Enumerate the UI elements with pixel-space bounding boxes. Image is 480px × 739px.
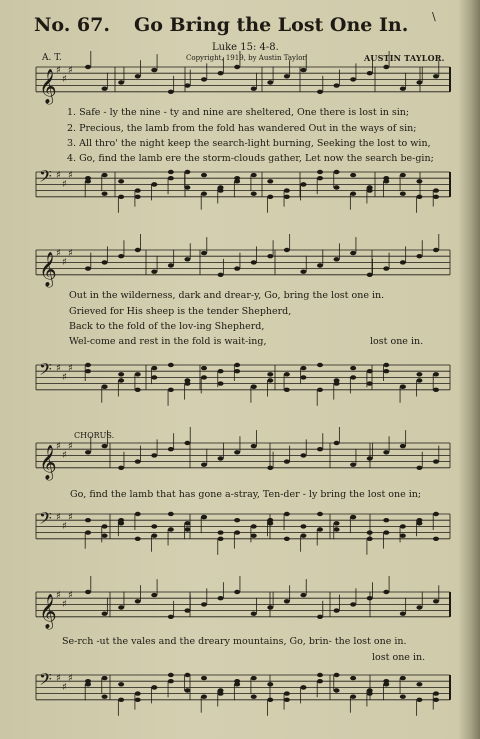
notehead	[251, 524, 257, 528]
sharp-icon: ♯	[62, 74, 67, 85]
notehead	[400, 260, 406, 264]
notehead	[350, 695, 356, 699]
notehead	[367, 530, 373, 534]
notehead	[135, 248, 141, 252]
hymn-number: No. 67.	[34, 14, 110, 36]
notehead	[102, 444, 108, 448]
notehead	[168, 388, 174, 392]
notehead	[350, 173, 356, 177]
notehead	[118, 682, 124, 686]
sharp-icon: ♯	[68, 248, 73, 259]
notehead	[184, 608, 190, 612]
notehead	[201, 251, 207, 255]
notehead	[234, 590, 240, 594]
notehead	[218, 691, 224, 695]
meter-label: A. T.	[42, 53, 62, 63]
notehead	[383, 369, 389, 373]
notehead	[151, 524, 157, 528]
treble-clef-icon: 𝄞	[39, 593, 57, 629]
notehead	[317, 447, 323, 451]
notehead	[102, 534, 108, 538]
notehead	[251, 534, 257, 538]
composer-name: AUSTIN TAYLOR.	[364, 53, 445, 63]
notehead	[367, 537, 373, 541]
notehead	[118, 521, 124, 525]
notehead	[317, 170, 323, 174]
notehead	[135, 537, 141, 541]
notehead	[433, 691, 439, 695]
notehead	[135, 188, 141, 192]
notehead	[85, 530, 91, 534]
sharp-icon: ♯	[56, 248, 61, 259]
notehead	[184, 378, 190, 382]
notehead	[168, 170, 174, 174]
notehead	[400, 676, 406, 680]
notehead	[102, 173, 108, 177]
notehead	[85, 176, 91, 180]
sharp-icon: ♯	[62, 372, 67, 383]
notehead	[317, 615, 323, 619]
notehead	[416, 80, 422, 84]
notehead	[267, 195, 273, 199]
sharp-icon: ♯	[68, 512, 73, 523]
notehead	[184, 441, 190, 445]
notehead	[151, 685, 157, 689]
notehead	[151, 182, 157, 186]
notehead	[102, 695, 108, 699]
notehead	[400, 695, 406, 699]
sharp-icon: ♯	[68, 65, 73, 76]
notehead	[151, 534, 157, 538]
notehead	[135, 691, 141, 695]
notehead	[284, 512, 290, 516]
notehead	[251, 260, 257, 264]
notehead	[400, 612, 406, 616]
notehead	[184, 521, 190, 525]
notehead	[135, 599, 141, 603]
notehead	[300, 524, 306, 528]
notehead	[168, 679, 174, 683]
notehead	[367, 596, 373, 600]
sharp-icon: ♯	[56, 363, 61, 374]
notehead	[334, 688, 340, 692]
notehead	[350, 375, 356, 379]
notehead	[267, 698, 273, 702]
notehead	[201, 515, 207, 519]
notehead	[433, 388, 439, 392]
notehead	[367, 381, 373, 385]
sharp-icon: ♯	[56, 673, 61, 684]
notehead	[151, 270, 157, 274]
chorus-line-1: Go, find the lamb that has gone a-stray, Ten-der - ly bring the lost one in;	[70, 489, 422, 500]
sharp-icon: ♯	[56, 590, 61, 601]
notehead	[234, 518, 240, 522]
notehead	[334, 441, 340, 445]
notehead	[234, 369, 240, 373]
notehead	[400, 173, 406, 177]
notehead	[168, 90, 174, 94]
notehead	[118, 698, 124, 702]
sharp-icon: ♯	[68, 673, 73, 684]
notehead	[433, 188, 439, 192]
notehead	[151, 366, 157, 370]
notehead	[400, 87, 406, 91]
notehead	[251, 87, 257, 91]
bass-clef-icon: 𝄢	[39, 508, 52, 532]
notehead	[184, 83, 190, 87]
notehead	[300, 593, 306, 597]
notehead	[184, 257, 190, 261]
sharp-icon: ♯	[62, 682, 67, 693]
notehead	[416, 682, 422, 686]
notehead	[168, 527, 174, 531]
notehead	[85, 679, 91, 683]
notehead	[234, 450, 240, 454]
notehead	[317, 176, 323, 180]
notehead	[267, 378, 273, 382]
sharp-icon: ♯	[56, 441, 61, 452]
notehead	[350, 463, 356, 467]
notehead	[168, 673, 174, 677]
notehead	[284, 248, 290, 252]
verse-line-2-3: Back to the fold of the lov-ing Shepherd,	[69, 321, 265, 332]
notehead	[433, 74, 439, 78]
notehead	[334, 257, 340, 261]
notehead	[102, 260, 108, 264]
notehead	[416, 179, 422, 183]
treble-clef-icon: 𝄞	[39, 68, 57, 104]
notehead	[85, 450, 91, 454]
notehead	[267, 179, 273, 183]
notehead	[367, 188, 373, 192]
notehead	[218, 596, 224, 600]
notehead	[284, 388, 290, 392]
notehead	[300, 182, 306, 186]
notehead	[135, 372, 141, 376]
notehead	[433, 195, 439, 199]
notehead	[151, 68, 157, 72]
notehead	[433, 698, 439, 702]
notehead	[400, 524, 406, 528]
notehead	[317, 673, 323, 677]
notehead	[300, 453, 306, 457]
notehead	[334, 521, 340, 525]
notehead	[284, 188, 290, 192]
sharp-icon: ♯	[68, 363, 73, 374]
notehead	[317, 679, 323, 683]
notehead	[367, 691, 373, 695]
bass-text-2: lost one in.	[370, 336, 424, 347]
notehead	[433, 599, 439, 603]
scripture-reference: Luke 15: 4-8.	[212, 42, 279, 53]
notehead	[135, 698, 141, 702]
notehead	[218, 530, 224, 534]
notehead	[234, 363, 240, 367]
notehead	[218, 188, 224, 192]
notehead	[284, 372, 290, 376]
notehead	[102, 192, 108, 196]
notehead	[168, 512, 174, 516]
sharp-icon: ♯	[62, 179, 67, 190]
bass-clef-icon: 𝄢	[39, 359, 52, 383]
notehead	[383, 266, 389, 270]
sharp-icon: ♯	[68, 441, 73, 452]
notehead	[102, 385, 108, 389]
notehead	[118, 195, 124, 199]
notehead	[218, 71, 224, 75]
corner-mark: \	[432, 10, 436, 23]
notehead	[118, 372, 124, 376]
notehead	[251, 385, 257, 389]
notehead	[201, 77, 207, 81]
notehead	[317, 90, 323, 94]
notehead	[383, 450, 389, 454]
notehead	[400, 192, 406, 196]
notehead	[383, 176, 389, 180]
notehead	[168, 447, 174, 451]
notehead	[383, 590, 389, 594]
sharp-icon: ♯	[68, 170, 73, 181]
verse-line-1-3: 3. All thro' the night keep the search-light burning, Seeking the lost to win,	[67, 138, 431, 149]
notehead	[251, 444, 257, 448]
notehead	[433, 512, 439, 516]
notehead	[317, 363, 323, 367]
notehead	[234, 530, 240, 534]
notehead	[317, 263, 323, 267]
notehead	[267, 254, 273, 258]
notehead	[300, 366, 306, 370]
notehead	[184, 673, 190, 677]
sharp-icon: ♯	[62, 521, 67, 532]
notehead	[251, 173, 257, 177]
notehead	[383, 518, 389, 522]
notehead	[383, 679, 389, 683]
notehead	[267, 682, 273, 686]
notehead	[416, 372, 422, 376]
notehead	[300, 534, 306, 538]
notehead	[118, 254, 124, 258]
notehead	[184, 185, 190, 189]
notehead	[251, 192, 257, 196]
sharp-icon: ♯	[62, 257, 67, 268]
notehead	[184, 170, 190, 174]
notehead	[184, 688, 190, 692]
notehead	[383, 363, 389, 367]
notehead	[284, 195, 290, 199]
treble-clef-icon: 𝄞	[39, 251, 57, 287]
notehead	[218, 381, 224, 385]
notehead	[234, 266, 240, 270]
notehead	[267, 80, 273, 84]
notehead	[367, 369, 373, 373]
notehead	[267, 605, 273, 609]
notehead	[284, 691, 290, 695]
notehead	[151, 593, 157, 597]
chorus-label: CHORUS.	[74, 431, 115, 440]
notehead	[317, 388, 323, 392]
notehead	[85, 65, 91, 69]
notehead	[234, 176, 240, 180]
notehead	[334, 170, 340, 174]
notehead	[267, 521, 273, 525]
notehead	[118, 605, 124, 609]
notehead	[135, 512, 141, 516]
notehead	[85, 590, 91, 594]
notehead	[284, 74, 290, 78]
notehead	[201, 173, 207, 177]
notehead	[400, 385, 406, 389]
notehead	[218, 456, 224, 460]
notehead	[201, 602, 207, 606]
notehead	[85, 369, 91, 373]
notehead	[350, 602, 356, 606]
notehead	[85, 363, 91, 367]
notehead	[416, 378, 422, 382]
notehead	[218, 369, 224, 373]
notehead	[284, 537, 290, 541]
notehead	[85, 518, 91, 522]
notehead	[334, 83, 340, 87]
notehead	[135, 459, 141, 463]
notehead	[135, 74, 141, 78]
notehead	[201, 695, 207, 699]
sharp-icon: ♯	[62, 450, 67, 461]
notehead	[135, 388, 141, 392]
notehead	[416, 466, 422, 470]
notehead	[201, 463, 207, 467]
notehead	[383, 530, 389, 534]
notehead	[433, 459, 439, 463]
notehead	[383, 65, 389, 69]
notehead	[201, 366, 207, 370]
notehead	[350, 251, 356, 255]
notehead	[234, 65, 240, 69]
notehead	[300, 270, 306, 274]
notehead	[334, 378, 340, 382]
notehead	[118, 179, 124, 183]
notehead	[118, 466, 124, 470]
notehead	[151, 375, 157, 379]
notehead	[367, 456, 373, 460]
notehead	[433, 372, 439, 376]
sharp-icon: ♯	[56, 512, 61, 523]
notehead	[201, 192, 207, 196]
notehead	[168, 263, 174, 267]
notehead	[350, 676, 356, 680]
notehead	[400, 444, 406, 448]
notehead	[118, 378, 124, 382]
notehead	[251, 612, 257, 616]
notehead	[317, 512, 323, 516]
notehead	[300, 68, 306, 72]
notehead	[135, 195, 141, 199]
notehead	[184, 527, 190, 531]
verse-line-1-2: 2. Precious, the lamb from the fold has wandered Out in the ways of sin;	[67, 123, 417, 134]
copyright-notice: Copyright, 1919, by Austin Taylor.	[186, 54, 308, 62]
sharp-icon: ♯	[56, 65, 61, 76]
verse-line-2-2: Grieved for His sheep is the tender Shepherd,	[69, 306, 292, 317]
verse-line-2-1: Out in the wilderness, dark and drear-y, Go, bring the lost one in.	[69, 290, 385, 301]
notehead	[102, 524, 108, 528]
notehead	[168, 363, 174, 367]
notehead	[151, 453, 157, 457]
notehead	[251, 676, 257, 680]
notehead	[317, 527, 323, 531]
treble-clef-icon: 𝄞	[39, 444, 57, 480]
notehead	[416, 254, 422, 258]
notehead	[416, 605, 422, 609]
sharp-icon: ♯	[62, 599, 67, 610]
notehead	[416, 195, 422, 199]
notehead	[267, 466, 273, 470]
notehead	[416, 521, 422, 525]
notehead	[102, 612, 108, 616]
notehead	[334, 673, 340, 677]
verse-line-2-4: Wel-come and rest in the fold is wait-ing,	[69, 336, 267, 347]
bass-text-4: lost one in.	[372, 652, 426, 663]
notehead	[433, 537, 439, 541]
notehead	[168, 176, 174, 180]
notehead	[85, 266, 91, 270]
hymn-title: Go Bring the Lost One In.	[134, 14, 409, 36]
notehead	[251, 695, 257, 699]
notehead	[433, 248, 439, 252]
notehead	[234, 679, 240, 683]
bass-clef-icon: 𝄢	[39, 166, 52, 190]
sharp-icon: ♯	[68, 590, 73, 601]
notehead	[284, 599, 290, 603]
notehead	[102, 676, 108, 680]
notehead	[350, 192, 356, 196]
notehead	[201, 676, 207, 680]
notehead	[350, 515, 356, 519]
notehead	[284, 698, 290, 702]
notehead	[416, 698, 422, 702]
notehead	[201, 375, 207, 379]
notehead	[367, 273, 373, 277]
verse-line-1-1: 1. Safe - ly the nine - ty and nine are sheltered, One there is lost in sin;	[67, 107, 410, 118]
notehead	[400, 534, 406, 538]
notehead	[350, 77, 356, 81]
notehead	[334, 527, 340, 531]
notehead	[334, 185, 340, 189]
notehead	[218, 273, 224, 277]
verse-line-1-4: 4. Go, find the lamb ere the storm-clouds gather, Let now the search be-gin;	[67, 153, 434, 164]
notehead	[102, 87, 108, 91]
notehead	[334, 608, 340, 612]
notehead	[118, 80, 124, 84]
notehead	[267, 372, 273, 376]
sharp-icon: ♯	[56, 170, 61, 181]
chorus-line-2: Se-rch -ut the vales and the dreary mountains, Go, brin- the lost one in.	[62, 636, 407, 647]
bass-clef-icon: 𝄢	[39, 669, 52, 693]
notehead	[300, 685, 306, 689]
notehead	[350, 366, 356, 370]
notehead	[284, 459, 290, 463]
notehead	[168, 615, 174, 619]
notehead	[367, 71, 373, 75]
notehead	[218, 537, 224, 541]
notehead	[300, 375, 306, 379]
